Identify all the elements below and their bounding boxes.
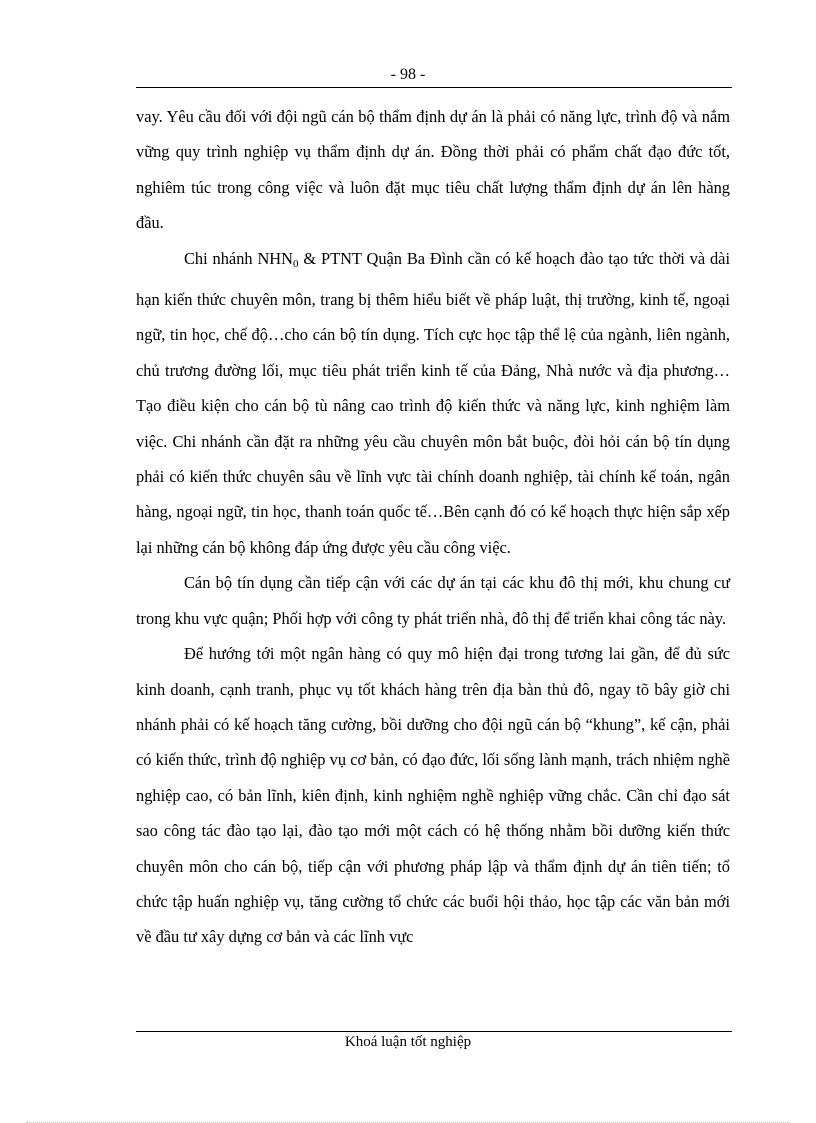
paragraph-2	[136, 241, 730, 566]
page-number: - 98 -	[390, 66, 426, 83]
header-rule	[136, 87, 732, 88]
subscript-zero: 0	[292, 257, 299, 270]
paragraph-2-rest: & PTNT Quận Ba Đình cần có kế hoạch đào tạo tức thời và dài hạn kiến thức chuyên môn, trang bị thêm hiểu biết về pháp luật, thị trường, kinh tế, ngoại ngữ, tin học, chế độ…cho cán bộ tín dụng. Tích cực học tập thể lệ của ngành, liên ngành, chủ trương đường lối, mục tiêu phát triển kinh tế của Đảng, Nhà nước và địa phương…Tạo điều kiện cho cán bộ tù nâng cao trình độ kiến thức và năng lực, kinh nghiệm làm việc. Chi nhánh cần đặt ra những yêu cầu chuyên môn bắt buộc, đòi hỏi cán bộ tín dụng phải có kiến thức chuyên sâu về lĩnh vực tài chính doanh nghiệp, tài chính kế toán, ngân hàng, ngoại ngữ, tin học, thanh toán quốc tế…Bên cạnh đó có kế hoạch thực hiện sắp xếp lại những cán bộ không đáp ứng được yêu cầu công việc.	[136, 248, 731, 557]
footer-title: Khoá luận tốt nghiệp	[344, 1034, 472, 1050]
footer-rule	[136, 1031, 732, 1032]
paragraph-4: Để hướng tới một ngân hàng có quy mô hiện đại trong tương lai gần, để đủ sức kinh doanh, cạnh tranh, phục vụ tốt khách hàng trên địa bàn thủ đô, ngay tõ bây giờ chi nhánh phải có kế hoạch tăng cường, bồi dưỡng cho đội ngũ cán bộ “khung”, kế cận, phải có kiến thức, trình độ nghiệp vụ cơ bản, có đạo đức, lối sống lành mạnh, trách nhiệm nghề nghiệp cao, có bản lĩnh, kiên định, kinh nghiệm nghề nghiệp vững chắc. Cần chỉ đạo sát sao công tác đào tạo lại, đào tạo mới một cách có hệ thống nhằm bồi dưỡng kiến thức chuyên môn cho cán bộ, tiếp cận với phương pháp lập và thẩm định dự án tiên tiến; tổ chức tập huấn nghiệp vụ, tăng cường tổ chức các buổi hội thảo, học tập các văn bản mới về đầu tư xây dựng cơ bản và các lĩnh vực	[136, 644, 730, 947]
paragraph-3: Cán bộ tín dụng cần tiếp cận với các dự án tại các khu đô thị mới, khu chung cư trong khu vực quận; Phối hợp với công ty phát triển nhà, đô thị để triển khai công tác này.	[136, 573, 730, 628]
paragraph-1: vay. Yêu cầu đối với đội ngũ cán bộ thẩm định dự án là phải có năng lực, trình độ và nắm vững quy trình nghiệp vụ thẩm định dự án. Đồng thời phải có phẩm chất đạo đức tốt, nghiêm túc trong công việc và luôn đặt mục tiêu chất lượng thẩm định dự án lên hàng đầu.	[136, 107, 730, 233]
paragraph-2-lead: Chi nhánh NHN	[184, 248, 293, 268]
body-text	[136, 99, 730, 955]
